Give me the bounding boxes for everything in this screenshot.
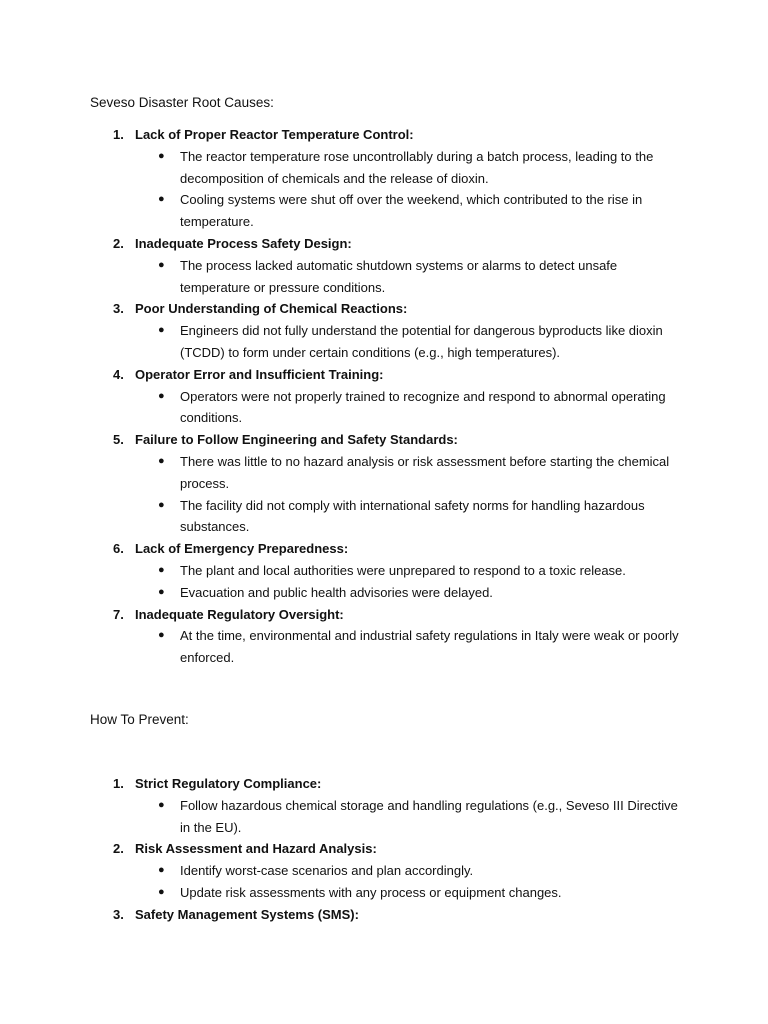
bullet-item [90, 582, 680, 604]
item-number: 3. [113, 906, 124, 922]
bullet-list [90, 860, 690, 904]
prevention-item [90, 838, 690, 903]
bullet-text: The plant and local authorities were unprepared to respond to a toxic release. [180, 562, 626, 578]
bullet-dot-icon: ● [158, 885, 165, 898]
prevention-item-heading [90, 904, 690, 926]
bullet-text: Engineers did not fully understand the potential for dangerous byproducts like dioxin (TCDD) to form under certain conditions (e.g., high temperatures). [180, 323, 663, 360]
prevention-list [90, 773, 690, 926]
root-cause-item [90, 233, 690, 298]
bullet-item [90, 795, 680, 839]
bullet-list [90, 320, 690, 364]
bullet-dot-icon: ● [158, 389, 165, 402]
root-cause-item-heading [90, 364, 690, 386]
item-number: 2. [113, 841, 124, 857]
root-cause-item [90, 429, 690, 538]
item-title: Poor Understanding of Chemical Reactions: [135, 301, 408, 317]
bullet-item [90, 860, 680, 882]
bullet-text: Follow hazardous chemical storage and handling regulations (e.g., Seveso III Directive in the EU). [180, 797, 678, 835]
bullet-text: The facility did not comply with international safety norms for handling hazardous substances. [180, 497, 645, 535]
bullet-dot-icon: ● [158, 563, 165, 576]
item-number: 2. [113, 235, 124, 251]
root-cause-item [90, 538, 690, 603]
bullet-dot-icon: ● [158, 585, 165, 598]
item-title: Risk Assessment and Hazard Analysis: [135, 841, 377, 857]
item-title: Safety Management Systems (SMS): [135, 906, 359, 922]
root-cause-item [90, 364, 690, 429]
item-number: 7. [113, 606, 124, 622]
bullet-text: There was little to no hazard analysis or risk assessment before starting the chemical process. [180, 453, 670, 491]
item-number: 5. [113, 432, 124, 448]
bullet-text: Evacuation and public health advisories were delayed. [180, 584, 493, 600]
root-cause-item [90, 298, 690, 363]
bullet-item [90, 255, 680, 299]
bullet-item [90, 146, 680, 190]
item-title: Operator Error and Insufficient Training: [135, 366, 384, 382]
bullet-list [90, 795, 690, 839]
bullet-dot-icon: ● [158, 149, 165, 162]
bullet-dot-icon: ● [158, 258, 165, 271]
item-number: 1. [113, 776, 124, 791]
bullet-dot-icon: ● [158, 864, 165, 877]
bullet-item [90, 189, 680, 233]
prevention-item [90, 904, 690, 926]
root-causes-heading: Seveso Disaster Root Causes: [90, 95, 274, 110]
root-cause-item-heading [90, 298, 690, 320]
bullet-text: Operators were not properly trained to recognize and respond to abnormal operating conditions. [180, 388, 666, 426]
bullet-text: The reactor temperature rose uncontrollably during a batch process, leading to the decomposition of chemicals and the release of dioxin. [180, 148, 654, 186]
item-title: Failure to Follow Engineering and Safety Standards: [135, 432, 458, 448]
item-number: 6. [113, 541, 124, 557]
bullet-item [90, 625, 680, 669]
prevention-item-heading [90, 838, 690, 860]
bullet-dot-icon: ● [158, 324, 165, 337]
bullet-dot-icon: ● [158, 498, 165, 511]
root-cause-item [90, 604, 690, 669]
item-title: Strict Regulatory Compliance: [135, 776, 322, 791]
bullet-text: The process lacked automatic shutdown systems or alarms to detect unsafe temperature or pressure conditions. [180, 257, 618, 295]
bullet-item [90, 451, 680, 495]
bullet-text: Cooling systems were shut off over the weekend, which contributed to the rise in temperature. [180, 192, 643, 230]
bullet-item [90, 560, 680, 582]
bullet-dot-icon: ● [158, 454, 165, 467]
root-cause-item-heading [90, 233, 690, 255]
root-cause-item-heading [90, 429, 690, 451]
prevention-heading: How To Prevent: [90, 712, 189, 727]
bullet-text: Identify worst-case scenarios and plan accordingly. [180, 863, 474, 879]
bullet-list [90, 146, 690, 233]
root-causes-list [90, 124, 690, 669]
item-title: Inadequate Regulatory Oversight: [135, 606, 344, 622]
root-cause-item-heading [90, 538, 690, 560]
bullet-text: At the time, environmental and industrial safety regulations in Italy were weak or poorly enforced. [180, 628, 679, 666]
bullet-list [90, 255, 690, 299]
prevention-item-heading [90, 773, 690, 795]
bullet-item [90, 320, 680, 364]
bullet-list [90, 625, 690, 669]
root-cause-item [90, 124, 690, 233]
prevention-item [90, 773, 690, 838]
bullet-dot-icon: ● [158, 629, 165, 642]
item-title: Lack of Emergency Preparedness: [135, 541, 349, 557]
bullet-item [90, 495, 680, 539]
root-cause-item-heading [90, 604, 690, 626]
bullet-list [90, 560, 690, 604]
bullet-text: Update risk assessments with any process or equipment changes. [180, 884, 562, 900]
item-number: 3. [113, 301, 124, 317]
bullet-list [90, 386, 690, 430]
item-title: Inadequate Process Safety Design: [135, 235, 352, 251]
bullet-dot-icon: ● [158, 798, 165, 811]
root-cause-item-heading [90, 124, 690, 146]
bullet-item [90, 386, 680, 430]
item-title: Lack of Proper Reactor Temperature Control: [135, 127, 414, 142]
bullet-item [90, 882, 680, 904]
bullet-list [90, 451, 690, 538]
item-number: 1. [113, 127, 124, 142]
item-number: 4. [113, 366, 124, 382]
bullet-dot-icon: ● [158, 193, 165, 206]
